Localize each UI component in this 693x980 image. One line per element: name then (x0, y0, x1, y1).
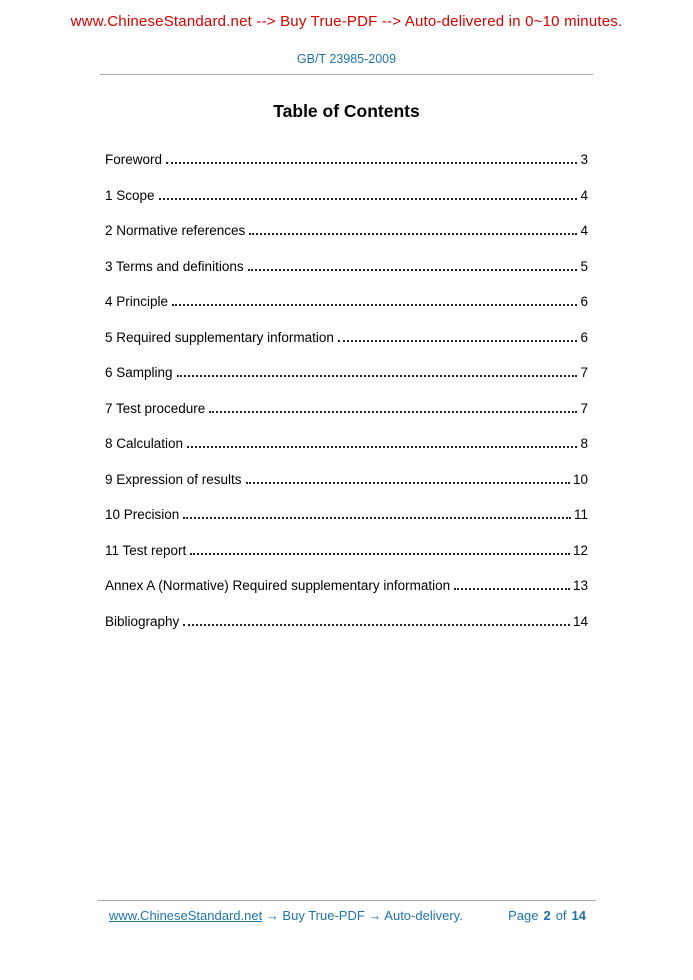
toc-entry-label: 9 Expression of results (105, 471, 242, 487)
toc-entry-label: 7 Test procedure (105, 400, 206, 416)
toc-entry[interactable] (105, 543, 588, 558)
toc-dot-leader (177, 375, 578, 377)
toc-entry-label: 8 Calculation (105, 436, 184, 451)
toc-entry-label: 4 Principle (105, 294, 169, 309)
standard-number: GB/T 23985-2009 (296, 52, 397, 66)
toc-list (105, 152, 588, 629)
toc-entry-page: 10 (572, 471, 588, 487)
page-indicator (508, 908, 586, 923)
footer-link[interactable]: www.ChineseStandard.net (109, 908, 263, 923)
toc-entry-page: 3 (580, 152, 588, 167)
toc-dot-leader (183, 624, 570, 626)
toc-entry-page: 14 (572, 613, 588, 629)
toc-entry-page: 11 (573, 507, 588, 522)
toc-dot-leader (454, 588, 570, 590)
toc-entry-page: 7 (580, 400, 588, 416)
toc-entry-label: Annex A (Normative) Required supplementary information (105, 578, 451, 593)
toc-entry-page: 7 (580, 365, 588, 380)
toc-entry[interactable] (105, 365, 588, 380)
toc-entry-page: 6 (580, 329, 588, 345)
toc-entry-page: 13 (572, 578, 588, 593)
toc-dot-leader (166, 162, 577, 164)
page-current: 2 (543, 908, 551, 923)
header-divider (100, 74, 593, 75)
toc-dot-leader (159, 198, 578, 200)
toc-entry-label: 2 Normative references (105, 223, 246, 238)
toc-entry[interactable] (105, 578, 588, 593)
page-title: Table of Contents (273, 101, 420, 121)
toc-entry-label: 1 Scope (105, 187, 155, 203)
toc-dot-leader (183, 517, 571, 519)
toc-entry[interactable] (105, 330, 588, 345)
toc-dot-leader (248, 269, 578, 271)
toc-entry-page: 4 (580, 223, 588, 238)
toc-dot-leader (209, 411, 577, 413)
toc-entry-label: 3 Terms and definitions (105, 258, 244, 274)
toc-entry[interactable] (105, 188, 588, 203)
toc-entry[interactable] (105, 401, 588, 416)
footer (97, 900, 596, 923)
toc-entry[interactable] (105, 259, 588, 274)
toc-entry[interactable] (105, 152, 588, 167)
toc-dot-leader (249, 233, 577, 235)
toc-entry[interactable] (105, 223, 588, 238)
toc-entry-label: Bibliography (105, 613, 180, 629)
toc-entry-label: 10 Precision (105, 507, 180, 522)
toc-entry[interactable] (105, 294, 588, 309)
footer-left (109, 908, 463, 923)
toc-entry[interactable] (105, 507, 588, 522)
toc-dot-leader (338, 340, 578, 342)
toc-entry-page: 6 (580, 294, 588, 309)
toc-dot-leader (246, 482, 570, 484)
toc-entry-page: 12 (572, 542, 588, 558)
toc-entry-label: 5 Required supplementary information (105, 329, 334, 345)
toc-dot-leader (172, 304, 577, 306)
toc-entry-page: 4 (580, 187, 588, 203)
header-banner-link[interactable]: www.ChineseStandard.net --> Buy True-PDF --> Auto-delivered in 0~10 minutes. (70, 13, 623, 30)
page-total: 14 (571, 908, 586, 923)
toc-entry[interactable] (105, 614, 588, 629)
toc-entry-page: 8 (580, 436, 588, 451)
toc-dot-leader (187, 446, 577, 448)
footer-tail-text: → Buy True-PDF → Auto-delivery. (262, 908, 463, 923)
of-word: of (555, 908, 567, 923)
toc-entry-label: 11 Test report (105, 542, 187, 558)
toc-entry-label: 6 Sampling (105, 365, 173, 380)
toc-entry-page: 5 (580, 258, 588, 274)
toc-entry[interactable] (105, 472, 588, 487)
page-word: Page (508, 908, 539, 923)
toc-entry[interactable] (105, 436, 588, 451)
toc-entry-label: Foreword (105, 152, 163, 167)
toc-dot-leader (190, 553, 570, 555)
